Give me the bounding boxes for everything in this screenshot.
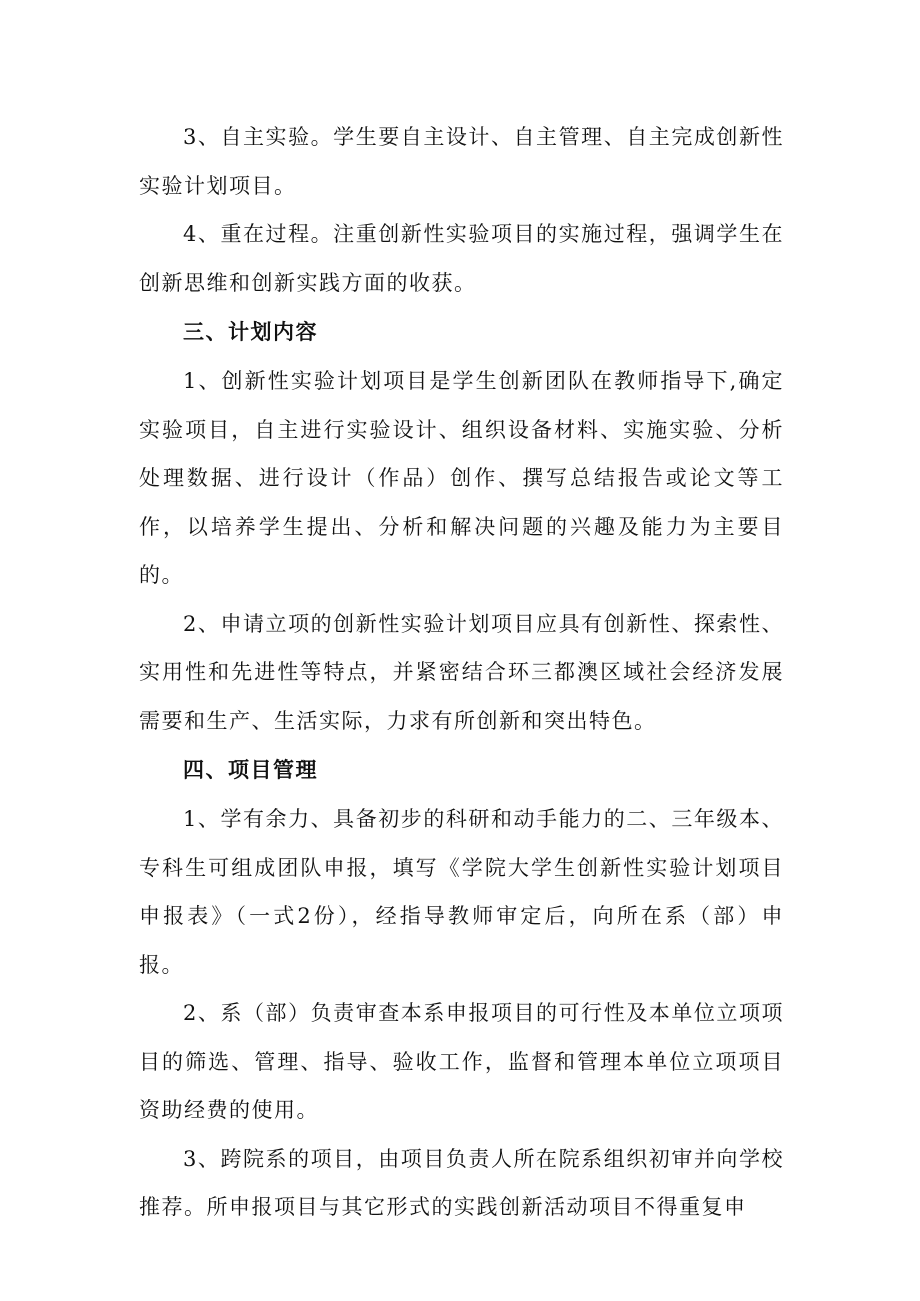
paragraph-management-2: 2、系（部）负责审查本系申报项目的可行性及本单位立项项目的筛选、管理、指导、验收工作，监督和管理本单位立项项目资助经费的使用。 (139, 1001, 784, 1122)
section-heading-project-management: 四、项目管理 (183, 758, 318, 782)
paragraph-principle-4: 4、重在过程。注重创新性实验项目的实施过程，强调学生在创新思维和创新实践方面的收获。 (139, 222, 784, 295)
paragraph-principle-3: 3、自主实验。学生要自主设计、自主管理、自主完成创新性实验计划项目。 (139, 125, 784, 198)
paragraph-management-1: 1、学有余力、具备初步的科研和动手能力的二、三年级本、专科生可组成团队申报，填写《学院大学生创新性实验计划项目申报表》（一式2份），经指导教师审定后，向所在系（部）申报。 (139, 807, 784, 977)
section-heading-plan-content: 三、计划内容 (183, 320, 318, 344)
paragraph-plan-1: 1、创新性实验计划项目是学生创新团队在教师指导下,确定实验项目，自主进行实验设计、组织设备材料、实施实验、分析处理数据、进行设计（作品）创作、撰写总结报告或论文等工作，以培养学生提出、分析和解决问题的兴趣及能力为主要目的。 (139, 369, 784, 587)
paragraph-management-3: 3、跨院系的项目，由项目负责人所在院系组织初审并向学校推荐。所申报项目与其它形式的实践创新活动项目不得重复申 (139, 1146, 784, 1219)
document-body (139, 113, 784, 1232)
paragraph-plan-2: 2、申请立项的创新性实验计划项目应具有创新性、探索性、实用性和先进性等特点，并紧密结合环三都澳区域社会经济发展需要和生产、生活实际，力求有所创新和突出特色。 (139, 611, 784, 733)
